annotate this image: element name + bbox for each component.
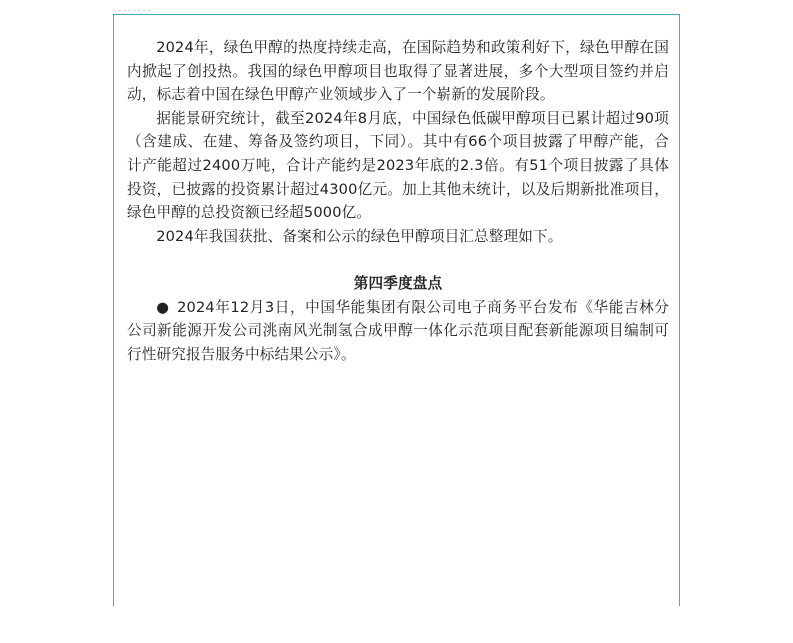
paragraph-intro: 2024年，绿色甲醇的热度持续走高，在国际趋势和政策利好下，绿色甲醇在国内掀起了创投热。我国的绿色甲醇项目也取得了显著进展，多个大型项目签约并启动，标志着中国在绿色甲醇产业领域步入了一个崭新的发展阶段。 — [127, 39, 669, 104]
list-item — [127, 296, 669, 367]
section-heading-q4: 第四季度盘点 — [353, 274, 443, 292]
paragraph-summary-lead: 2024年我国获批、备案和公示的绿色甲醇项目汇总整理如下。 — [156, 227, 563, 245]
list-item-text: 2024年12月3日，中国华能集团有限公司电子商务平台发布《华能吉林分公司新能源开发公司洮南风光制氢合成甲醇一体化示范项目配套新能源项目编制可行性研究报告服务中标结果公示》。 — [127, 298, 669, 363]
bullet-dot-icon: ● — [156, 298, 170, 316]
article-body — [127, 36, 669, 366]
paragraph-statistics: 据能景研究统计，截至2024年8月底，中国绿色低碳甲醇项目已累计超过90项（含建成、在建、筹备及签约项目，下同）。其中有66个项目披露了甲醇产能，合计产能超过2400万吨，合计产能约是2023年底的2.3倍。有51个项目披露了具体投资，已披露的投资累计超过4300亿元。加上其他未统计，以及后期新批准项目，绿色甲醇的总投资额已经超5000亿。 — [127, 109, 669, 222]
